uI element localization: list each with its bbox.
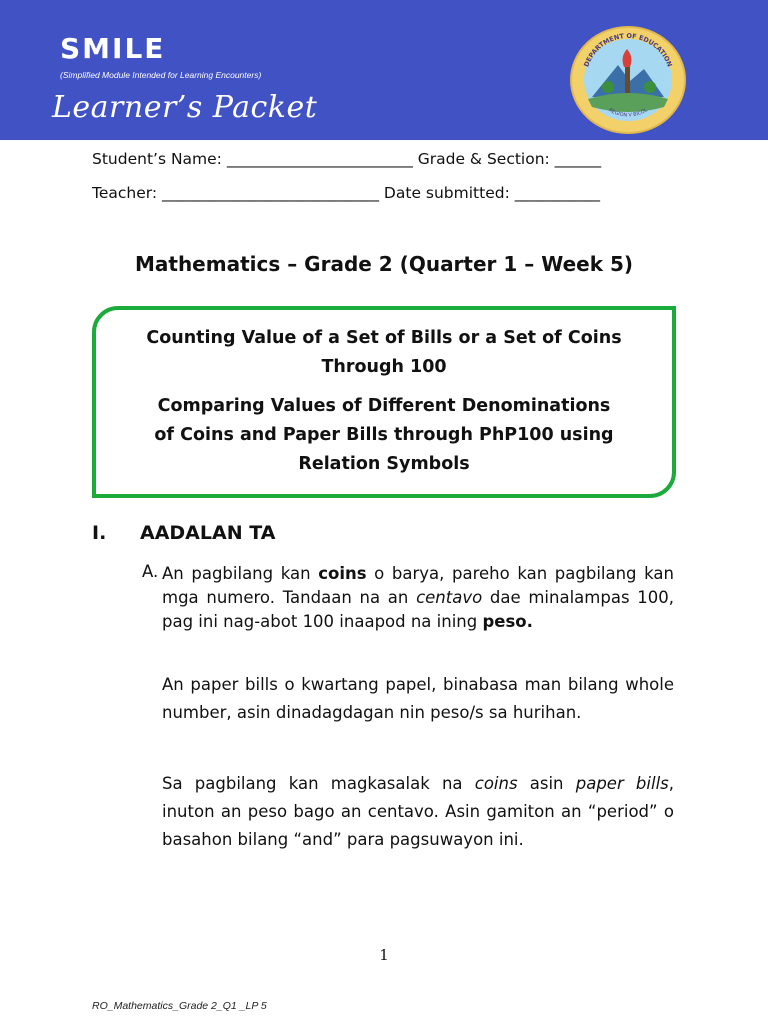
footer-code: RO_Mathematics_Grade 2_Q1 _LP 5 bbox=[92, 1000, 267, 1012]
seal-top-text: DEPARTMENT OF EDUCATION bbox=[582, 31, 674, 68]
page-number: 1 bbox=[379, 946, 389, 964]
torch-handle bbox=[625, 67, 630, 93]
leaf-left bbox=[602, 81, 614, 93]
leaf-right bbox=[644, 81, 656, 93]
topic-line-3: Comparing Values of Different Denominations bbox=[157, 396, 611, 416]
paragraph-3: Sa pagbilang kan magkasalak na coins asin paper bills, inuton an peso bago an centavo. Asin gamiton an “period” o basahon bilang “and” para pagsuwayon ini. bbox=[162, 774, 675, 849]
keyword-peso: peso. bbox=[482, 612, 533, 631]
paragraph-2: An paper bills o kwartang papel, binabasa man bilang whole number, asin dinadagdagan nin peso/s sa hurihan. bbox=[162, 675, 674, 722]
header-banner bbox=[0, 0, 768, 140]
deped-seal-logo bbox=[568, 25, 688, 135]
topic-line-2: Through 100 bbox=[321, 357, 447, 377]
seal-bottom-text: REGION V BICOL bbox=[607, 107, 649, 119]
topic-line-1: Counting Value of a Set of Bills or a Set of Coins bbox=[146, 328, 622, 348]
packet-title: Learner’s Packet bbox=[52, 90, 318, 125]
topic-line-4: of Coins and Paper Bills through PhP100 using bbox=[154, 425, 614, 445]
term-centavo: centavo bbox=[416, 588, 483, 607]
topic-box bbox=[92, 306, 676, 498]
section-title: AADALAN TA bbox=[140, 522, 276, 544]
teacher-date-line: Teacher: ____________________________ Date submitted: ___________ bbox=[92, 184, 600, 202]
page-title: Mathematics – Grade 2 (Quarter 1 – Week 5) bbox=[134, 252, 634, 276]
section-number: I. bbox=[92, 522, 107, 544]
term-paper-bills: paper bills bbox=[575, 774, 669, 793]
topic-line-5: Relation Symbols bbox=[298, 454, 470, 474]
brand-title: SMILE bbox=[60, 32, 166, 65]
term-coins: coins bbox=[474, 774, 518, 793]
keyword-coins: coins bbox=[318, 564, 367, 583]
brand-subtitle: (Simplified Module Intended for Learning Encounters) bbox=[60, 70, 262, 80]
student-name-grade-line: Student’s Name: ________________________ Grade & Section: ______ bbox=[92, 150, 602, 168]
paragraph-1: An pagbilang kan coins o barya, pareho kan pagbilang kan mga numero. Tandaan na an centavo dae minalampas 100, pag ini nag-abot 100 inaapod na ining peso. bbox=[162, 564, 674, 631]
item-letter: A. bbox=[142, 562, 159, 581]
